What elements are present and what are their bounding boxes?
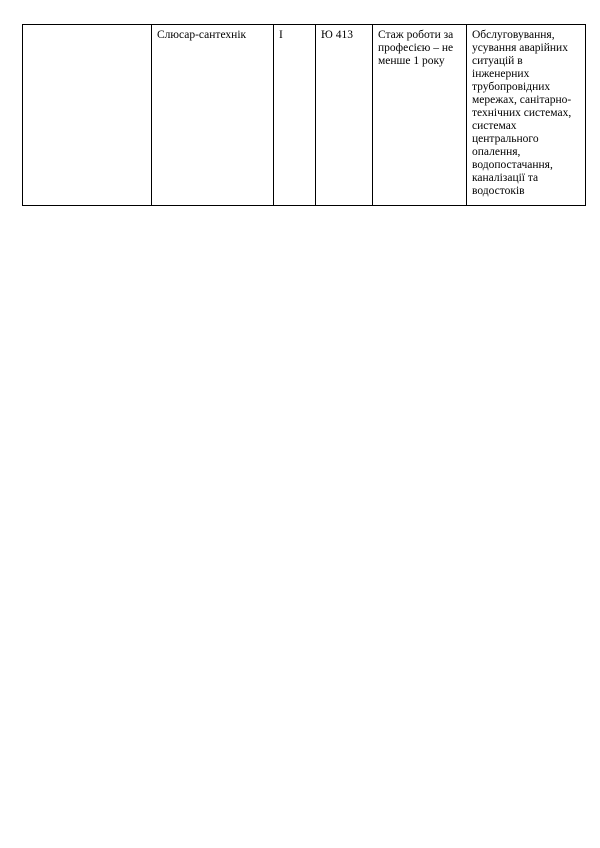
duties-line: системах (472, 120, 517, 132)
duties-line: Обслуговування, (472, 29, 555, 41)
cell-profession: Слюсар-сантехнік (152, 25, 274, 206)
cell-empty (23, 25, 152, 206)
duties-line: трубопровідних (472, 81, 551, 93)
duties-line: інженерних (472, 68, 530, 80)
duties-line: водопостачання, (472, 159, 553, 171)
duties-line: водостоків (472, 185, 525, 197)
vacancy-table (22, 24, 586, 206)
duties-line: центрального (472, 133, 539, 145)
duties-line: каналізації та (472, 172, 539, 184)
cell-code: Ю 413 (316, 25, 373, 206)
duties-line: ситуацій в (472, 55, 523, 67)
cell-rank: I (274, 25, 316, 206)
table-row (23, 25, 586, 206)
duties-line: усування аварійних (472, 42, 568, 54)
duties-line: опалення, (472, 146, 521, 158)
cell-requirement: Стаж роботи за професією – не менше 1 року (373, 25, 467, 206)
cell-duties (467, 25, 586, 206)
duties-line: технічних системах, (472, 107, 572, 119)
duties-line: мережах, санітарно- (472, 94, 572, 106)
